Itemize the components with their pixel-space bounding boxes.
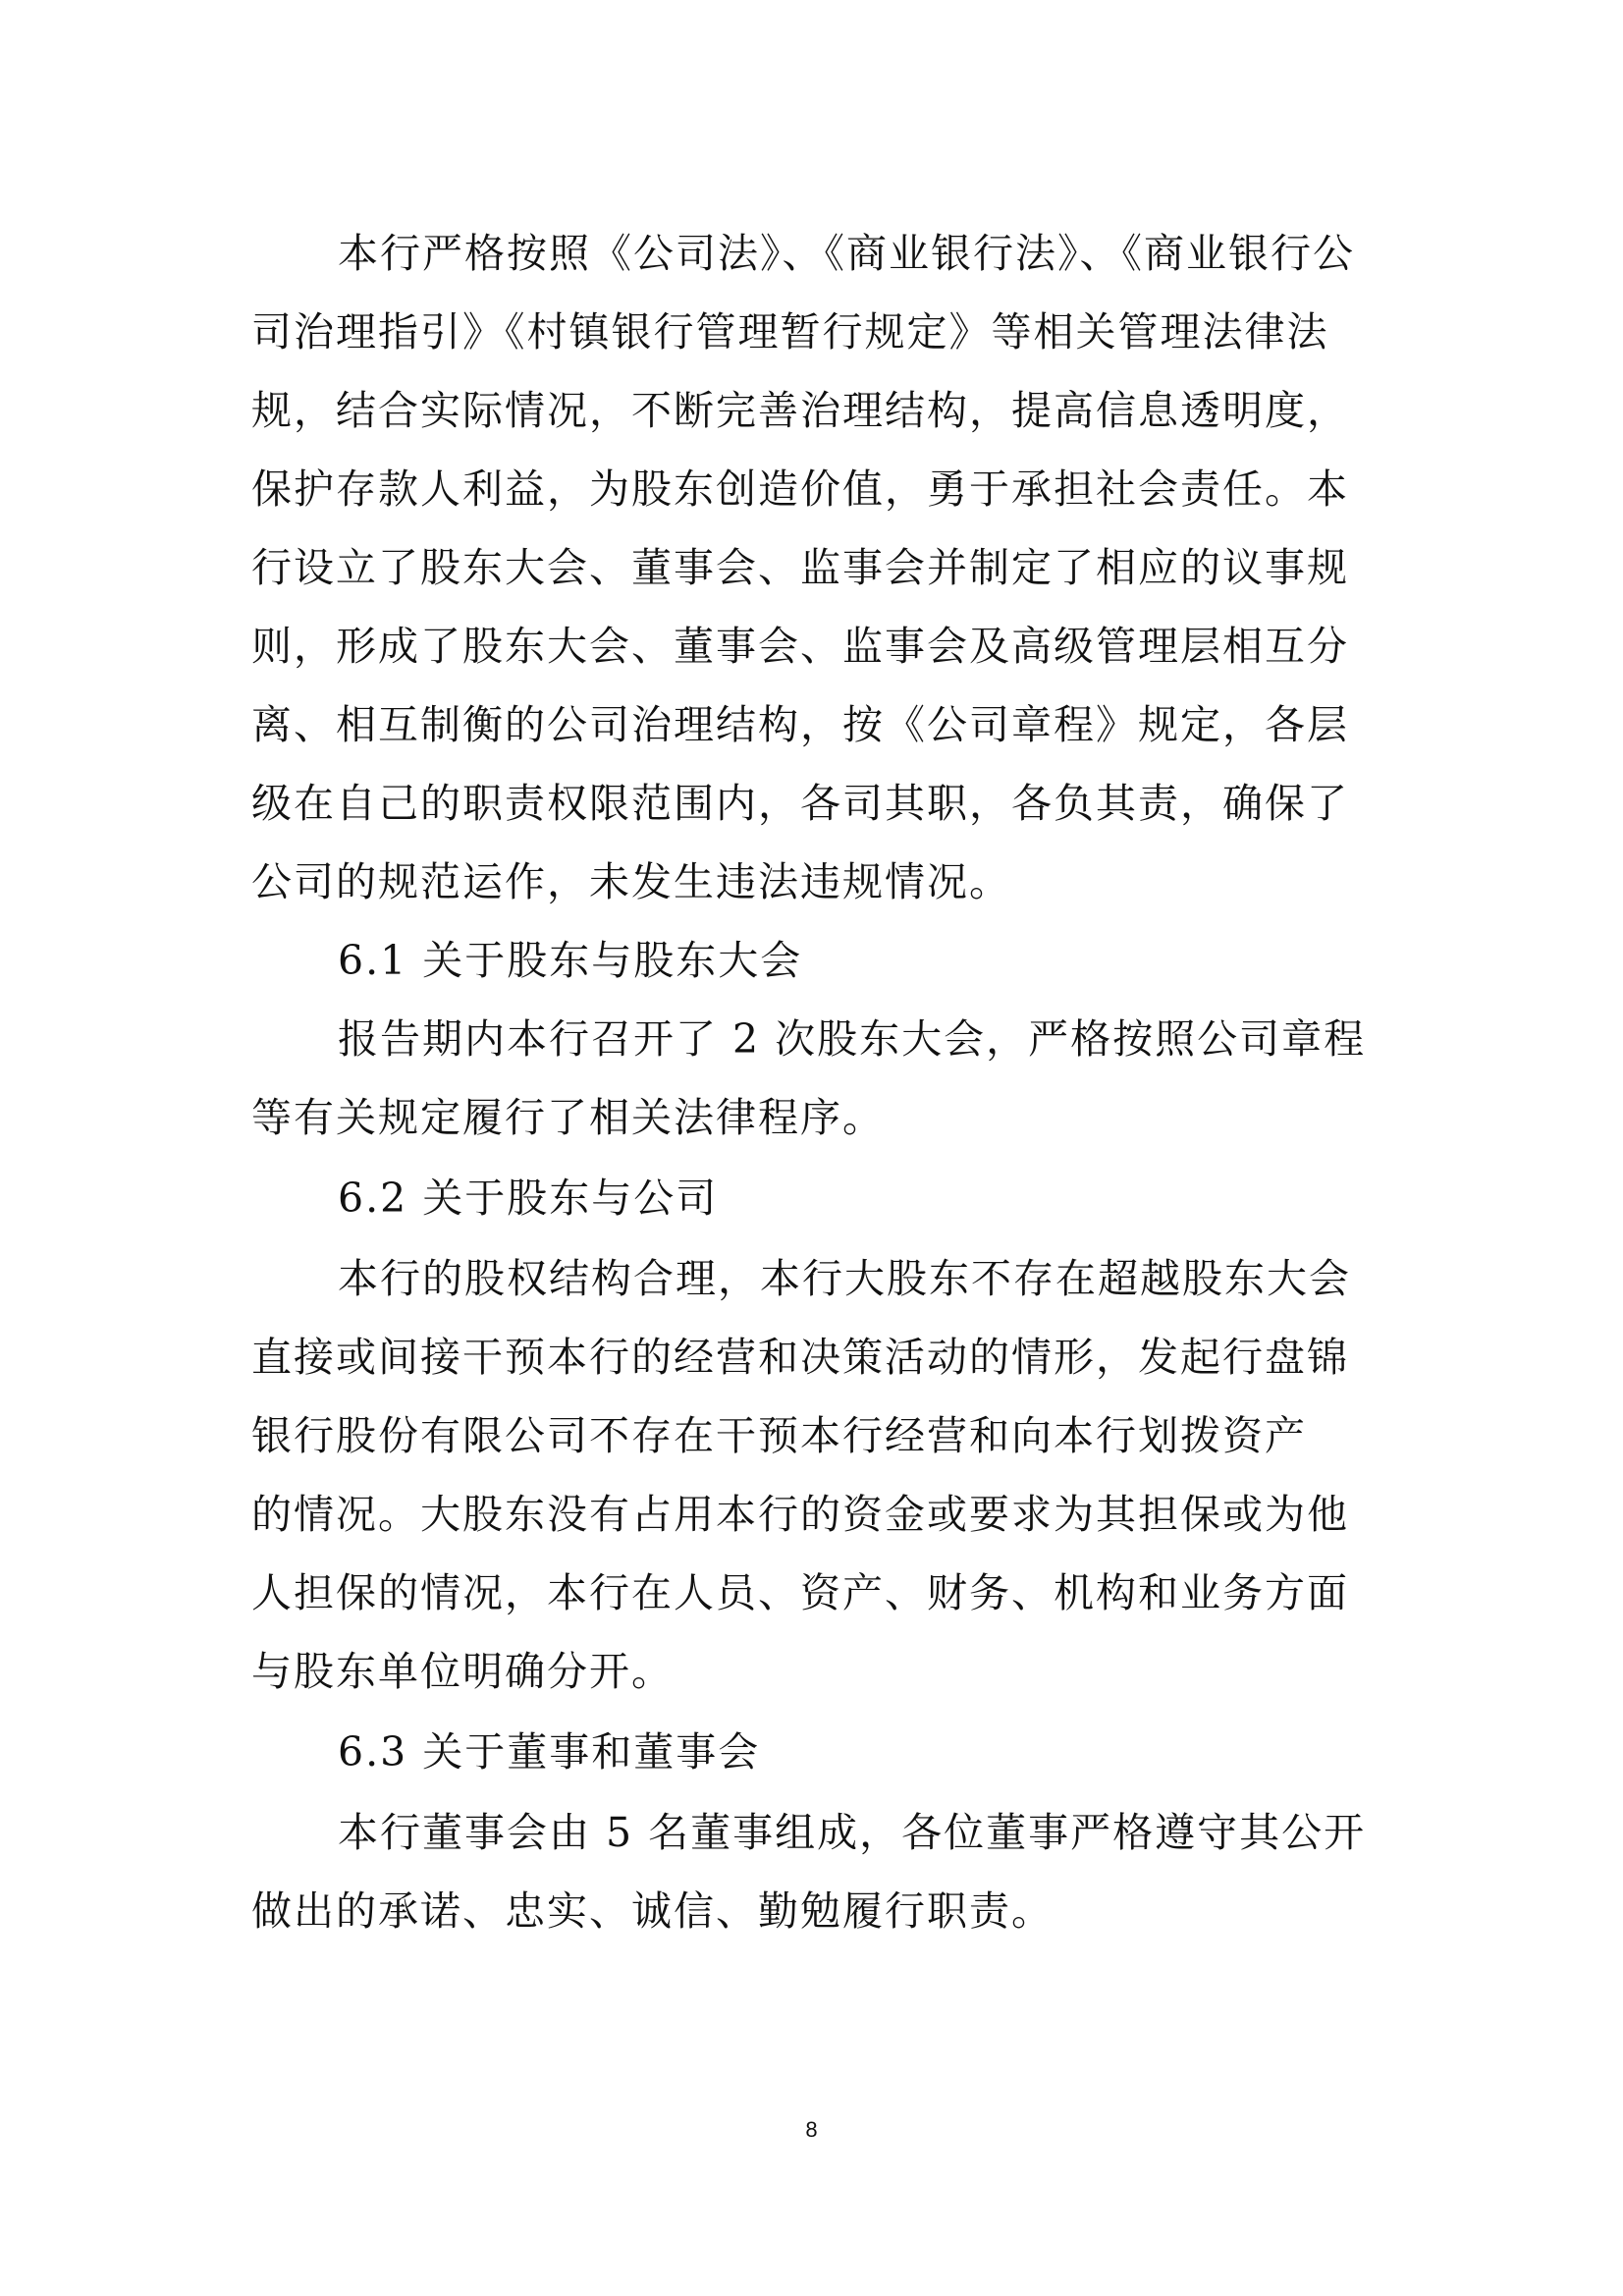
paragraph-line: 做出的承诺、忠实、诚信、勤勉履行职责。 [251, 1887, 1054, 1935]
paragraph-line: 司治理指引》《村镇银行管理暂行规定》等相关管理法律法 [251, 308, 1329, 355]
paragraph-line: 的情况。大股东没有占用本行的资金或要求为其担保或为他 [251, 1491, 1349, 1538]
paragraph-line: 与股东单位明确分开。 [251, 1648, 674, 1695]
paragraph-line: 公司的规范运作，未发生违法违规情况。 [251, 858, 1011, 905]
paragraph-line: 本行的股权结构合理，本行大股东不存在超越股东大会 [338, 1255, 1351, 1302]
section-heading-6-2: 6.2 关于股东与公司 [338, 1175, 719, 1222]
paragraph-line: 人担保的情况，本行在人员、资产、财务、机构和业务方面 [251, 1569, 1349, 1616]
paragraph-line: 报告期内本行召开了 2 次股东大会，严格按照公司章程 [338, 1015, 1367, 1063]
paragraph-line: 银行股份有限公司不存在干预本行经营和向本行划拨资产 [251, 1412, 1307, 1459]
paragraph-line: 级在自己的职责权限范围内，各司其职，各负其责，确保了 [251, 780, 1349, 827]
paragraph-line: 本行董事会由 5 名董事组成，各位董事严格遵守其公开 [338, 1809, 1367, 1856]
paragraph-line: 直接或间接干预本行的经营和决策活动的情形，发起行盘锦 [251, 1334, 1349, 1381]
paragraph-line: 则，形成了股东大会、董事会、监事会及高级管理层相互分 [251, 623, 1349, 670]
paragraph-line: 本行严格按照《公司法》、《商业银行法》、《商业银行公 [338, 230, 1355, 277]
paragraph-line: 保护存款人利益，为股东创造价值，勇于承担社会责任。本 [251, 465, 1349, 513]
paragraph-line: 规，结合实际情况，不断完善治理结构，提高信息透明度， [251, 387, 1349, 434]
page-number: 8 [805, 2117, 818, 2142]
paragraph-line: 等有关规定履行了相关法律程序。 [251, 1094, 885, 1141]
section-heading-6-1: 6.1 关于股东与股东大会 [338, 937, 803, 984]
paragraph-line: 离、相互制衡的公司治理结构，按《公司章程》规定，各层 [251, 701, 1349, 748]
paragraph-line: 行设立了股东大会、董事会、监事会并制定了相应的议事规 [251, 544, 1349, 591]
section-heading-6-3: 6.3 关于董事和董事会 [338, 1728, 761, 1776]
